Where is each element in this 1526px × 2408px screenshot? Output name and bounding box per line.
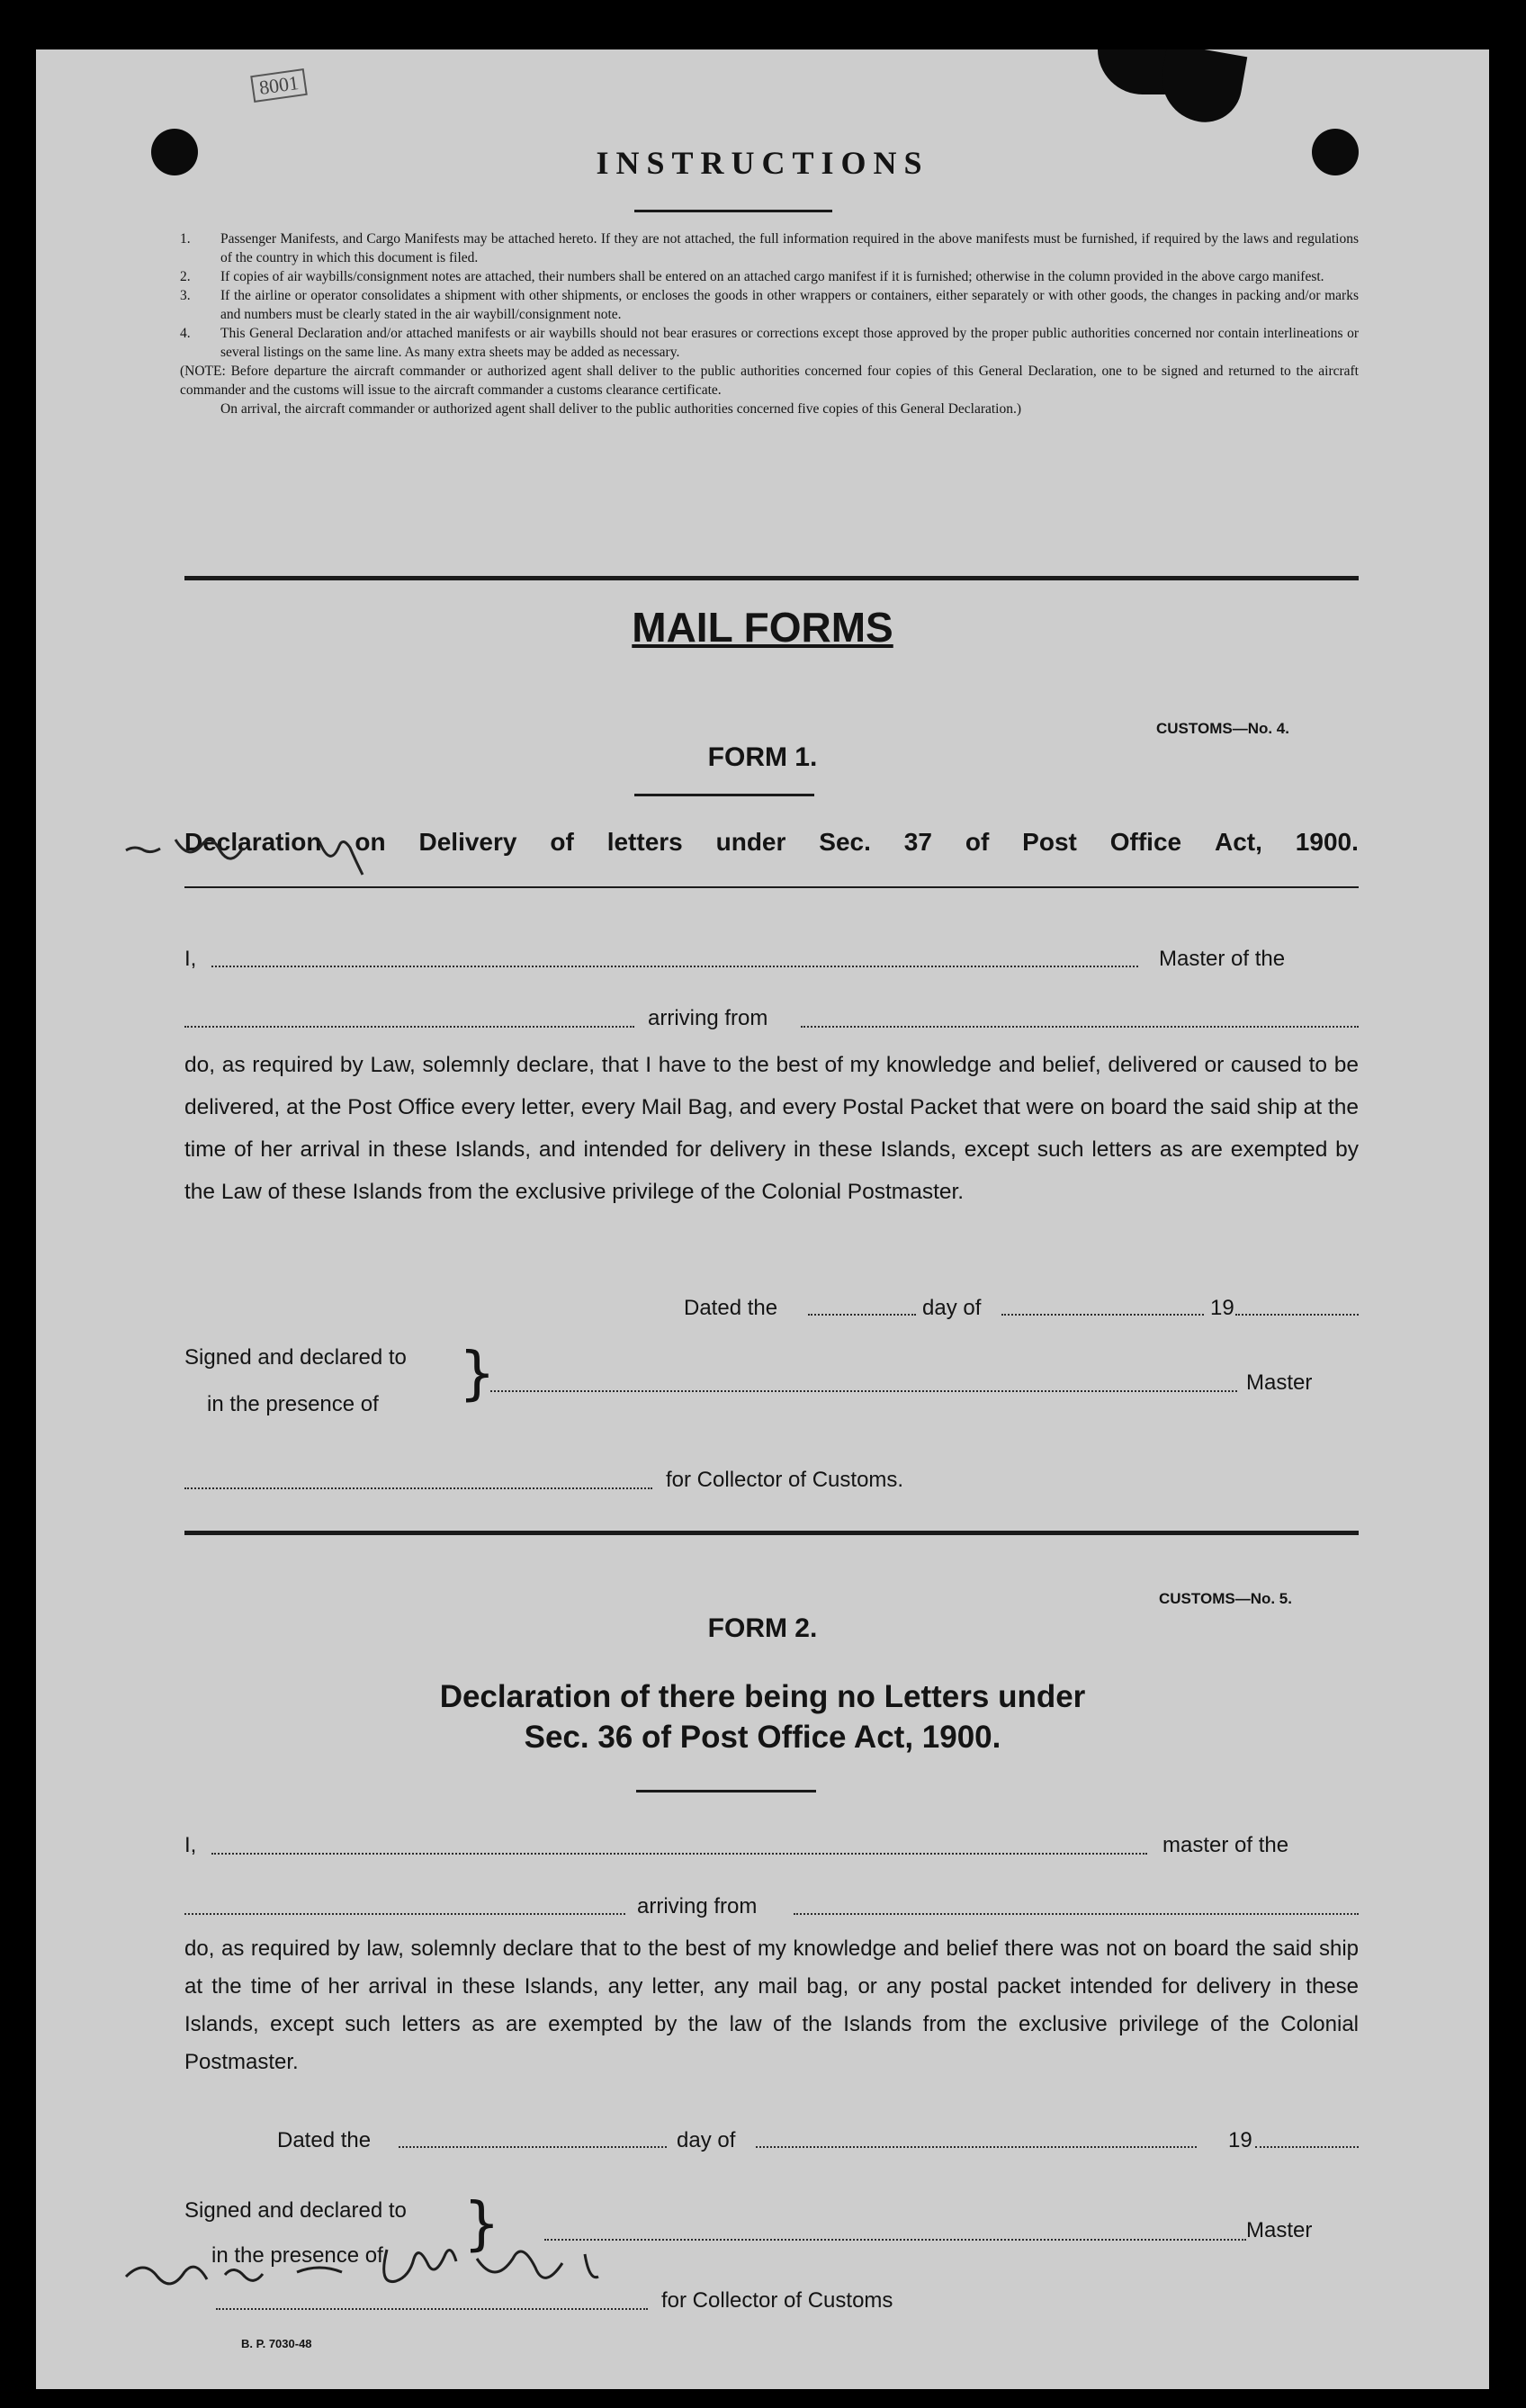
form2-i-label: I, xyxy=(184,1833,197,1857)
footer-code: B. P. 7030-48 xyxy=(241,2337,312,2350)
form1-title-rule xyxy=(184,886,1359,888)
form1-heading-underline xyxy=(634,794,814,796)
form2-body: do, as required by law, solemnly declare that to the best of my knowledge and belief there was not on board the said ship at the time of her arrival in these Islands, any letter, any mail bag, or any postal packet intended for delivery in these Islands, except such letters as are exempted by the law of the Islands from the exclusive privilege of the Colonial Postmaster. xyxy=(184,1936,1359,2074)
mail-forms-title: MAIL FORMS xyxy=(632,604,893,651)
form2-collector-signature-field[interactable] xyxy=(216,2308,648,2310)
form1-day-of: day of xyxy=(922,1296,982,1320)
form1-arriving-from: arriving from xyxy=(648,1006,768,1030)
form2-ship-name-field[interactable] xyxy=(184,1913,625,1915)
form1-date-month-field[interactable] xyxy=(1001,1314,1204,1316)
form1-brace-icon: } xyxy=(459,1341,496,1407)
instruction-item: 3. If the airline or operator consolidates a shipment with other shipments, or encloses the goods in other wrappers or containers, either separately or with other goods, the changes in packing and/or marks and numbers must be clearly stated in the air waybill/consignment note. xyxy=(180,288,1359,322)
form-divider xyxy=(184,1531,1359,1535)
instruction-item: 2. If copies of air waybills/consignment notes are attached, their numbers shall be entered on an attached cargo manifest if it is furnished; otherwise in the column provided in the above cargo manifest. xyxy=(180,269,1324,284)
document-page xyxy=(36,49,1489,2389)
form2-date-day-field[interactable] xyxy=(399,2146,667,2148)
form2-date-month-field[interactable] xyxy=(756,2146,1197,2148)
form1-signed-line2: in the presence of xyxy=(207,1392,379,1416)
form1-customs-number: CUSTOMS—No. 4. xyxy=(1156,720,1289,737)
form2-title-line1: Declaration of there being no Letters under xyxy=(439,1679,1086,1714)
instructions-list xyxy=(180,229,1359,418)
form2-customs-number: CUSTOMS—No. 5. xyxy=(1159,1590,1292,1607)
form2-dated-the: Dated the xyxy=(277,2128,372,2152)
form2-day-of: day of xyxy=(677,2128,736,2152)
instruction-note-2: On arrival, the aircraft commander or authorized agent shall deliver to the public authorities concerned five copies of this General Declaration.) xyxy=(220,401,1022,417)
form2-signed-line1: Signed and declared to xyxy=(184,2198,407,2223)
form1-ship-name-field[interactable] xyxy=(184,1026,634,1028)
form2-year: 19 xyxy=(1228,2128,1252,2152)
form1-year: 19 xyxy=(1210,1296,1234,1320)
form2-title-underline xyxy=(636,1790,816,1793)
torn-edge-2 xyxy=(1155,49,1248,128)
instructions-underline xyxy=(634,210,832,212)
section-divider xyxy=(184,576,1359,580)
form1-date-day-field[interactable] xyxy=(808,1314,916,1316)
form2-master-label: Master xyxy=(1246,2218,1313,2242)
form2-arriving-from-field[interactable] xyxy=(794,1913,1359,1915)
form1-heading: FORM 1. xyxy=(707,742,818,772)
form2-master-of-the: master of the xyxy=(1162,1833,1289,1857)
form1-year-field[interactable] xyxy=(1235,1314,1359,1316)
form1-master-of-the: Master of the xyxy=(1159,947,1286,971)
form2-heading: FORM 2. xyxy=(707,1613,818,1643)
form2-signed-line2: in the presence of xyxy=(211,2243,383,2268)
form1-body: do, as required by Law, solemnly declare, that I have to the best of my knowledge and belief, delivered or caused to be delivered, at the Post Office every letter, every Mail Bag, and every Postal Packet that were on board the said ship at the time of her arrival in these Islands, and intended for delivery in these Islands, except such letters as are exempted by the Law of these Islands from the exclusive privilege of the Colonial Postmaster. xyxy=(184,1053,1359,1204)
instruction-item: 1. Passenger Manifests, and Cargo Manifests may be attached hereto. If they are not attached, the full information required in the above manifests must be furnished, if required by the laws and regulations of the country in which this document is filed. xyxy=(180,231,1359,265)
form1-dated-the: Dated the xyxy=(684,1296,778,1320)
form1-collector-signature-field[interactable] xyxy=(184,1487,652,1489)
form2-title-line2: Sec. 36 of Post Office Act, 1900. xyxy=(524,1720,1001,1755)
form1-arriving-from-field[interactable] xyxy=(801,1026,1359,1028)
instruction-note: (NOTE: Before departure the aircraft commander or authorized agent shall deliver to the public authorities concerned four copies of this General Declaration, one to be signed and returned to the aircraft commander and the customs will issue to the aircraft commander a customs clearance certificate. xyxy=(180,364,1359,398)
form1-collector-label: for Collector of Customs. xyxy=(666,1468,904,1492)
signature-scribble-icon xyxy=(117,2232,657,2304)
form2-year-field[interactable] xyxy=(1255,2146,1359,2148)
form1-declaration-title: Declaration on Delivery of letters under Sec. 37 of Post Office Act, 1900. xyxy=(184,828,1359,856)
form1-master-name-field[interactable] xyxy=(211,966,1138,967)
form1-master-signature-field[interactable] xyxy=(490,1390,1237,1392)
form2-brace-icon: } xyxy=(463,2191,500,2258)
form1-master-label: Master xyxy=(1246,1370,1313,1395)
stamp-mark: 8001 xyxy=(250,68,308,103)
form1-i-label: I, xyxy=(184,947,197,971)
instruction-item: 4. This General Declaration and/or attached manifests or air waybills should not bear erasures or corrections except those approved by the proper public authorities concerned nor contain interlineations or several listings on the same line. As many extra sheets may be added as necessary. xyxy=(180,326,1359,360)
form2-master-name-field[interactable] xyxy=(211,1853,1147,1855)
form2-collector-label: for Collector of Customs xyxy=(661,2288,893,2313)
handwritten-mark-icon xyxy=(121,823,409,877)
instructions-title: INSTRUCTIONS xyxy=(596,145,929,181)
form1-signed-line1: Signed and declared to xyxy=(184,1345,407,1370)
form2-arriving-from: arriving from xyxy=(637,1894,758,1918)
